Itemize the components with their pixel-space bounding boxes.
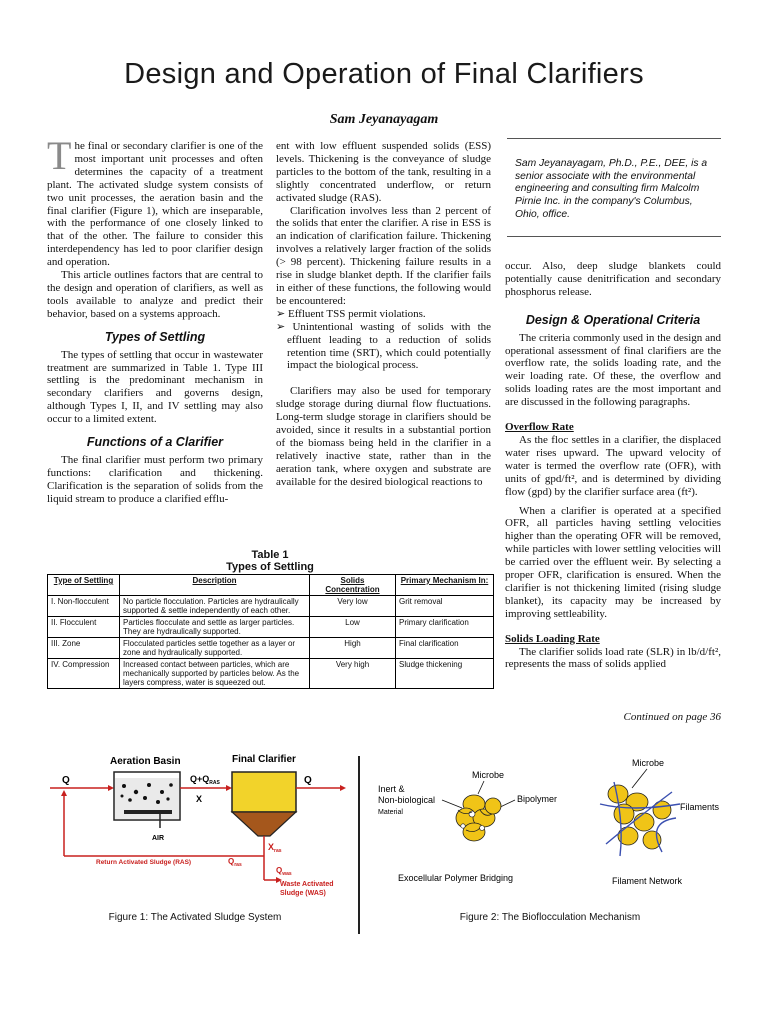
drop-cap: T [47, 133, 72, 178]
biopolymer-label: Bipolymer [517, 794, 558, 804]
aeration-basin-label: Aeration Basin [110, 756, 181, 767]
subheading-solids-loading-rate: Solids Loading Rate [505, 632, 600, 645]
paragraph: As the floc settles in a clarifier, the displaced water rises upward. The upward velocity of water is termed the overflow rate (OFR), with units of gpd/ft², and is determined by dividing flow (gpd) by the clarifier surface area (ft²). [505, 433, 721, 498]
effluent-q-label: Q [304, 775, 312, 786]
table-header-row [48, 575, 494, 596]
inert-label-line-3: Material [378, 809, 403, 816]
microbe-label-2: Microbe [632, 758, 665, 768]
table-cell: Particles flocculate and settle as larger particles. They are hydraulically supported. [120, 617, 310, 638]
section-heading-types: Types of Settling [104, 329, 206, 344]
intro-paragraph: he final or secondary clarifier is one of the most important unit processes and often determines the capacity of a treatment plant. The activated sludge system consists of two unit processes, the aeration basin and the final clarifier (Figure 1), which are inseparable, with the performance of one closely linked to that of the other. The failure to consider this interdependency has led to poor clarifier design and operation. [47, 140, 263, 269]
table-cell: Final clarification [396, 638, 494, 659]
final-clarifier-label: Final Clarifier [232, 754, 296, 765]
paragraph: occur. Also, deep sludge blankets could potentially cause denitrification and secondary phosphorus release. [505, 260, 721, 298]
paragraph: Clarifiers may also be used for temporary sludge storage during diurnal flow fluctuations. Long-term sludge storage in clarifiers should be avoided, since it results in a substantial portion of the biomass being held in the clarifier in a relatively inactive state, rather than in the aeration tank, where oxygen and substrate are available for the desired biological reactions to [276, 385, 491, 488]
xras-label: $X_{ras}$ [268, 842, 282, 854]
filaments-label: Filaments [680, 802, 720, 812]
author-name: Sam Jeyanayagam [329, 112, 439, 127]
table-row [48, 596, 494, 617]
subheading-overflow-rate: Overflow Rate [505, 421, 574, 434]
paragraph: When a clarifier is operated at a specified OFR, all particles having settling velocities higher than the operating OFR will be removed, while particles with lower settling velocities will be carried over the effluent weir. By selecting a proper OFR, clarification is ensured. When the clarifier is not thickening limited (rising sludge blanket), its capacity may be increased by improving settleability. [505, 504, 721, 620]
bullet-item: ➢ Unintentional wasting of solids with the effluent leading to a reduction of solids retention time (SRT), which could potentially impact the biological process. [276, 320, 492, 372]
table-cell: Primary clarification [396, 617, 494, 638]
paragraph: The clarifier solids load rate (SLR) in lb/d/ft², represents the mass of solids applied [505, 645, 721, 671]
filament-network-label: Filament Network [612, 876, 683, 886]
arrowhead [340, 785, 346, 791]
column-1 [47, 133, 263, 506]
ecp-label: Exocellular Polymer Bridging [398, 873, 514, 883]
qras-label: $Q_{ras}$ [228, 857, 242, 868]
table-1 [47, 549, 493, 689]
bullet-text: Effluent TSS permit violations. [287, 307, 426, 320]
table-row [48, 659, 494, 689]
table-header: Primary Mechanism In: [396, 575, 494, 596]
table-header: Type of Settling [48, 575, 120, 596]
diffuser [124, 810, 172, 814]
paragraph: The types of settling that occur in wastewater treatment are summarized in Table 1. Type III settling is the predominant mechanism in secondary clarifiers and governs design, although Types I, II, and IV settling may also occur to a limited extent. [47, 348, 263, 426]
table-cell: Sludge thickening [396, 659, 494, 689]
was-label-line-2: Sludge (WAS) [280, 890, 326, 897]
table-cell: II. Flocculent [48, 617, 120, 638]
table-cell: Flocculated particles settle together as a layer or zone and hydraulically supported. [120, 638, 310, 659]
table-row [48, 617, 494, 638]
author-bio-box: Sam Jeyanayagam, Ph.D., P.E., DEE, is a senior associate with the environmental engineering and consulting firm Malcolm Pirnie Inc. in the company's Columbus, Ohio, office. [507, 138, 721, 237]
bullet-item: ➢ Effluent TSS permit violations. [276, 307, 426, 320]
paragraph: Clarification involves less than 2 percent of the solids that enter the clarifier. A rise in ESS is an indication of clarification failure. Thickening involves a relatively larger fraction of the solids (> 98 percent). Thickening failure results in a rise in sludge blanket depth. If the clarifier fails in either of these functions, the following would be encountered: [276, 204, 491, 307]
section-heading-functions: Functions of a Clarifier [86, 435, 224, 450]
clarifier-tank [232, 772, 296, 812]
table-caption: Table 1 [251, 549, 289, 561]
arrowhead [226, 785, 232, 791]
ras-label: Return Activated Sludge (RAS) [96, 859, 192, 866]
continued-note: Continued on page 36 [623, 711, 721, 723]
settling-table [47, 574, 494, 689]
table-cell: Grit removal [396, 596, 494, 617]
arrowhead [108, 785, 114, 791]
table-title: Types of Settling [226, 561, 314, 573]
figure-2-bioflocculation-diagram [362, 752, 720, 910]
clarifier-hopper [232, 812, 296, 836]
floc-cluster [456, 795, 501, 841]
inert-label-line-2: Non-biological [378, 795, 436, 805]
microbe-pointer [478, 781, 484, 794]
column-2 [276, 140, 491, 489]
air-label: AIR [152, 835, 165, 842]
table-cell: I. Non-flocculent [48, 596, 120, 617]
influent-q-label: Q [62, 775, 70, 786]
table-row [48, 638, 494, 659]
microbe-pointer-2 [632, 769, 647, 788]
figure-divider [358, 756, 360, 934]
paragraph: The final clarifier must perform two primary functions: clarification and thickening. Clarification is the separation of solids from the liquid stream to produce a clarified efflu- [47, 453, 263, 505]
figure-1-activated-sludge-diagram [50, 752, 350, 910]
section-heading-design: Design & Operational Criteria [525, 312, 701, 327]
table-cell: Very low [310, 596, 396, 617]
inert-label-line-1: Inert & [378, 784, 405, 794]
inert-pointer [442, 800, 462, 808]
mixed-liquor-x-label: X [196, 794, 203, 804]
table-cell: Low [310, 617, 396, 638]
table-cell: Increased contact between particles, which are mechanically supported by particles below. As the layers compress, water is squeezed out. [120, 659, 310, 689]
figure-2-caption: Figure 2: The Bioflocculation Mechanism [459, 912, 641, 923]
microbe-label: Microbe [472, 770, 505, 780]
arrowhead [61, 790, 67, 796]
paragraph: This article outlines factors that are central to the design and operation of clarifiers, as well as tools available to analyze and predict their behavior, based on a systems approach. [47, 269, 263, 320]
paragraph: The criteria commonly used in the design and operational assessment of final clarifiers are the overflow rate, the solids loading rate, and the weir loading rate. Of these, the overflow and solids loading rates are the most important and are discussed in the following paragraphs. [505, 331, 721, 409]
was-label-line-1: Waste Activated [280, 881, 334, 888]
column-3 [505, 260, 721, 671]
table-header: Solids Concentration [310, 575, 396, 596]
table-cell: Very high [310, 659, 396, 689]
table-header: Description [120, 575, 310, 596]
table-cell: III. Zone [48, 638, 120, 659]
paragraph: ent with low effluent suspended solids (ESS) levels. Thickening is the conveyance of sludge particles to the bottom of the tank, resulting in a slightly concentrated underflow, or return activated sludge (RAS). [276, 140, 491, 204]
qwas-label: $Q_{was}$ [276, 866, 292, 877]
table-cell: IV. Compression [48, 659, 120, 689]
table-cell: High [310, 638, 396, 659]
mixed-liquor-q-label: $Q+Q_{RAS}$ [190, 774, 220, 786]
figure-1-caption: Figure 1: The Activated Sludge System [108, 912, 282, 923]
article-title: Design and Operation of Final Clarifiers [124, 58, 644, 90]
table-cell: No particle flocculation. Particles are hydraulically supported & settle independently of each other. [120, 596, 310, 617]
bullet-text: Unintentional wasting of solids with the effluent leading to a reduction of solids retention time (SRT), which could potentially impact the biological process. [287, 320, 492, 372]
